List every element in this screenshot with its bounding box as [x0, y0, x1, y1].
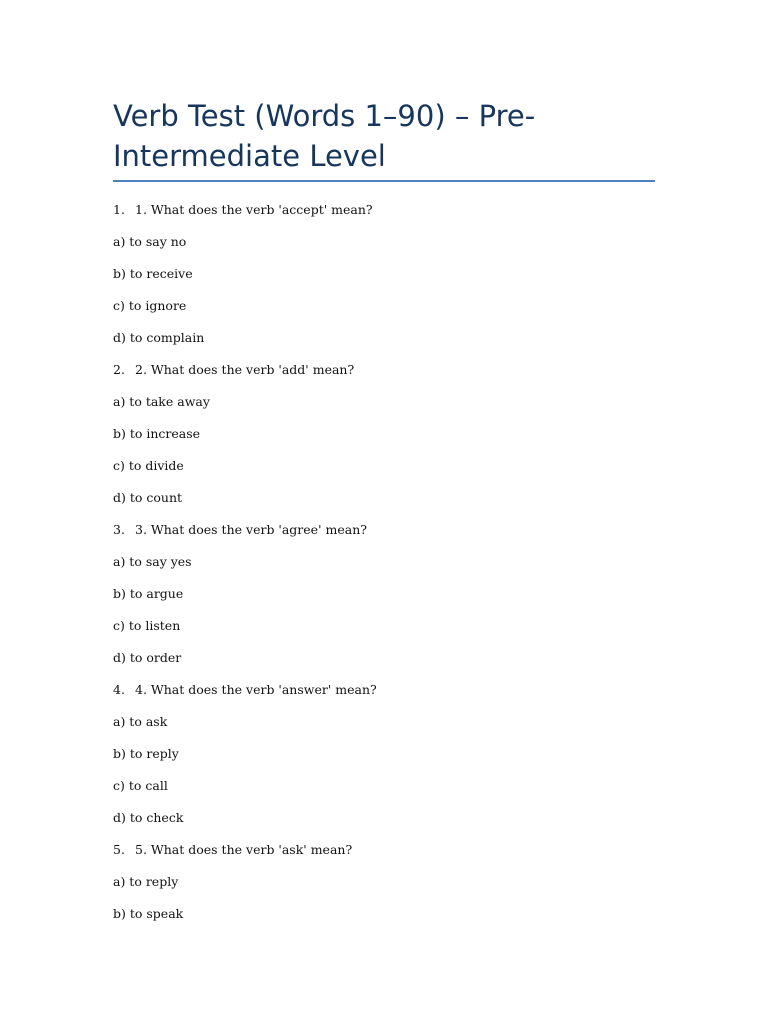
- answer-option: d) to order: [113, 650, 182, 665]
- question-4: [113, 680, 673, 712]
- question-text: 4. What does the verb 'answer' mean?: [135, 682, 377, 697]
- answer-option: d) to complain: [113, 330, 205, 345]
- question-text: 2. What does the verb 'add' mean?: [135, 362, 355, 377]
- answer-option: b) to receive: [113, 266, 193, 281]
- question-number: 3.: [113, 522, 125, 537]
- answer-option: b) to argue: [113, 586, 184, 601]
- question-number: 2.: [113, 362, 125, 377]
- page-title: Verb Test (Words 1–90) – Pre-Intermediate Level: [113, 99, 536, 173]
- title-underline: [113, 180, 655, 182]
- question-5: [113, 840, 673, 872]
- question-text: 1. What does the verb 'accept' mean?: [135, 202, 373, 217]
- question-text: 5. What does the verb 'ask' mean?: [135, 842, 353, 857]
- answer-option: c) to listen: [113, 618, 181, 633]
- question-1: [113, 200, 673, 232]
- question-text: 3. What does the verb 'agree' mean?: [135, 522, 367, 537]
- answer-option: a) to ask: [113, 714, 168, 729]
- answer-option: a) to say yes: [113, 554, 192, 569]
- question-list: [113, 200, 673, 936]
- question-3: [113, 520, 673, 552]
- answer-option: d) to count: [113, 490, 183, 505]
- answer-option: a) to reply: [113, 874, 179, 889]
- answer-option: a) to say no: [113, 234, 187, 249]
- answer-option: a) to take away: [113, 394, 210, 409]
- answer-option: b) to speak: [113, 906, 184, 921]
- question-number: 1.: [113, 202, 125, 217]
- answer-option: b) to increase: [113, 426, 201, 441]
- question-number: 5.: [113, 842, 125, 857]
- question-number: 4.: [113, 682, 125, 697]
- answer-option: c) to call: [113, 778, 168, 793]
- question-2: [113, 360, 673, 392]
- answer-option: c) to divide: [113, 458, 184, 473]
- answer-option: d) to check: [113, 810, 184, 825]
- answer-option: b) to reply: [113, 746, 179, 761]
- answer-option: c) to ignore: [113, 298, 187, 313]
